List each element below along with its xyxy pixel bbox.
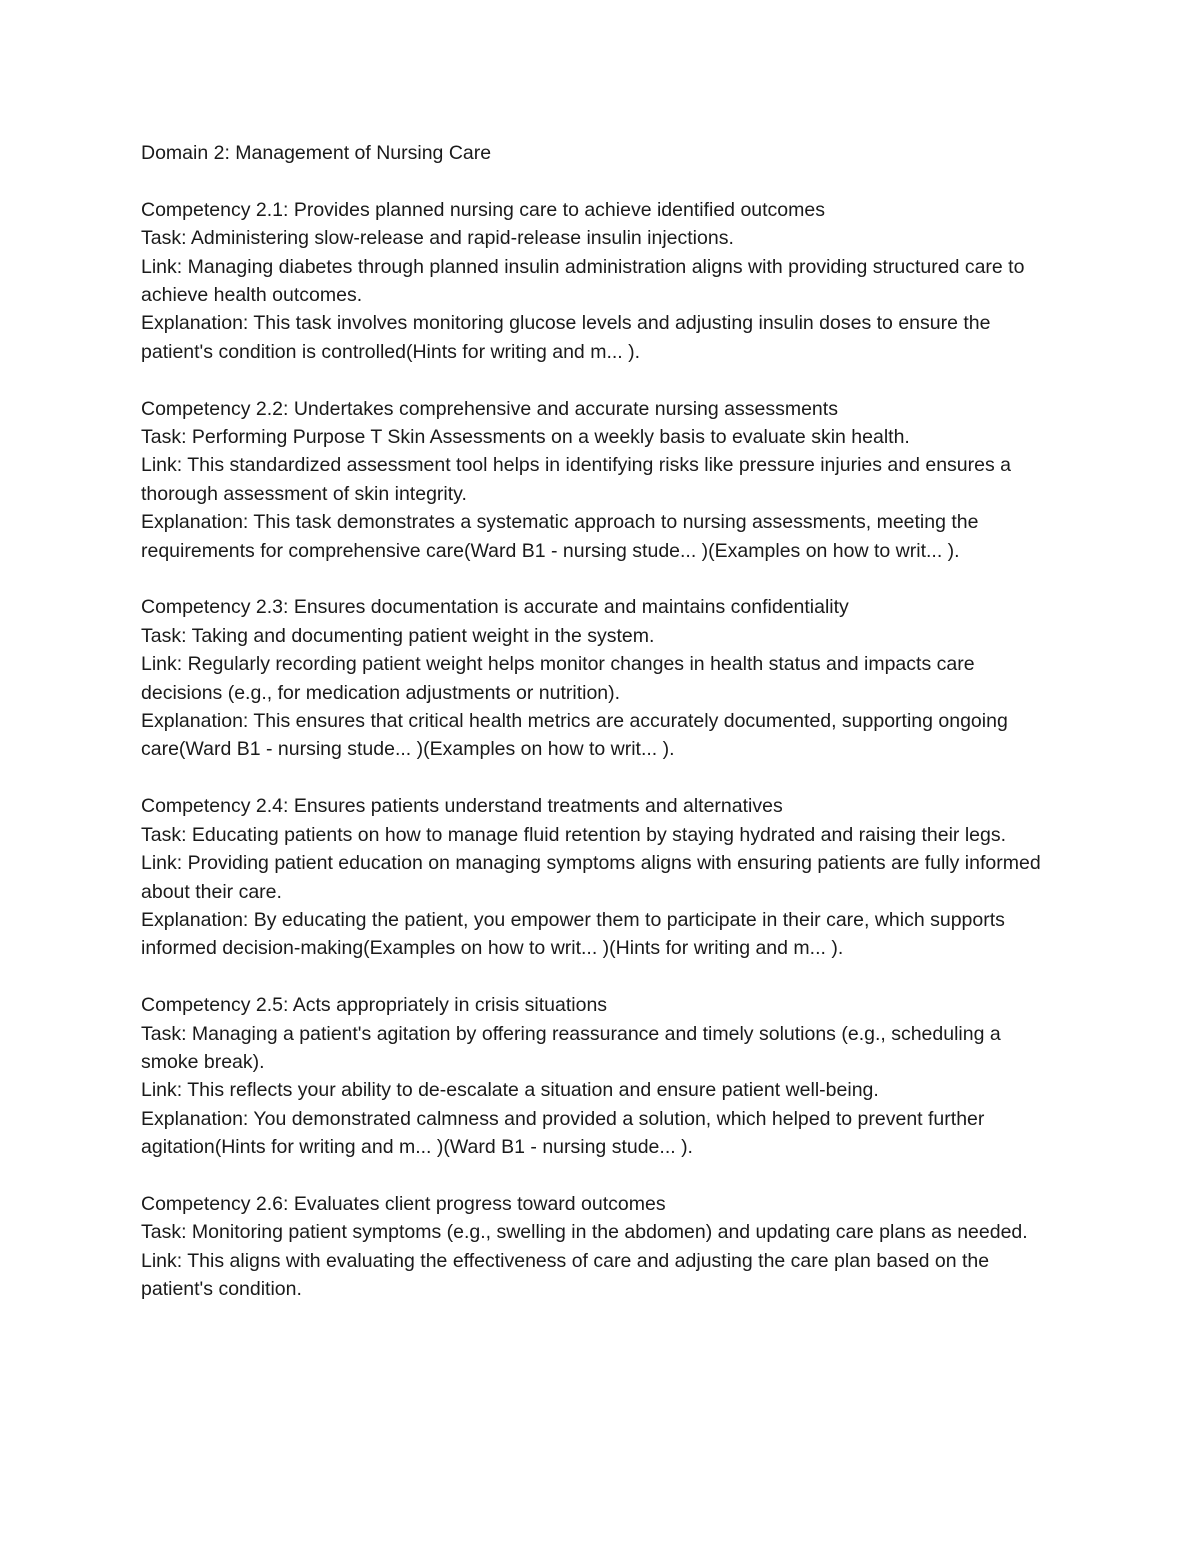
- competency-2-5: [141, 991, 1061, 1161]
- link-text: Link: This standardized assessment tool helps in identifying risks like pressure injuries and ensures a thorough assessment of skin integrity.: [141, 454, 1011, 505]
- competency-heading: Competency 2.5: Acts appropriately in crisis situations: [141, 994, 608, 1017]
- competency-heading: Competency 2.1: Provides planned nursing care to achieve identified outcomes: [141, 198, 825, 221]
- competency-heading: Competency 2.3: Ensures documentation is accurate and maintains confidentiality: [141, 596, 849, 619]
- task-text: Task: Administering slow-release and rapid-release insulin injections.: [141, 227, 734, 250]
- spacer: [141, 167, 1061, 195]
- competency-2-4: [141, 792, 1061, 962]
- spacer: [141, 366, 1061, 394]
- competency-heading: Competency 2.2: Undertakes comprehensive and accurate nursing assessments: [141, 397, 838, 420]
- task-text: Task: Taking and documenting patient weight in the system.: [141, 624, 655, 647]
- link-text: Link: Providing patient education on managing symptoms aligns with ensuring patients are fully informed about their care.: [141, 852, 1041, 903]
- competency-heading: Competency 2.4: Ensures patients understand treatments and alternatives: [141, 795, 783, 818]
- competency-2-6: [141, 1190, 1061, 1304]
- explanation-text: Explanation: You demonstrated calmness and provided a solution, which helped to prevent further agitation(Hints for writing and m... )(Ward B1 - nursing stude... ).: [141, 1107, 985, 1159]
- competency-2-3: [141, 593, 1061, 763]
- competency-heading: Competency 2.6: Evaluates client progress toward outcomes: [141, 1192, 666, 1215]
- link-text: Link: This aligns with evaluating the effectiveness of care and adjusting the care plan based on the patient's condition.: [141, 1249, 990, 1301]
- competency-2-1: [141, 196, 1061, 366]
- explanation-text: Explanation: This task involves monitoring glucose levels and adjusting insulin doses to ensure the patient's condition is controlled(Hints for writing and m... ).: [141, 312, 991, 363]
- explanation-text: Explanation: By educating the patient, you empower them to participate in their care, which supports informed decision-making(Examples on how to writ... )(Hints for writing and m... ).: [141, 908, 1005, 960]
- task-text: Task: Managing a patient's agitation by offering reassurance and timely solutions (e.g., scheduling a smoke break).: [141, 1022, 1001, 1073]
- document-body: [141, 139, 1061, 1304]
- competency-2-2: [141, 395, 1061, 565]
- link-text: Link: Managing diabetes through planned insulin administration aligns with providing structured care to achieve health outcomes.: [141, 255, 1025, 307]
- link-text: Link: Regularly recording patient weight helps monitor changes in health status and impacts care decisions (e.g., for medication adjustments or nutrition).: [141, 653, 975, 704]
- domain-title: Domain 2: Management of Nursing Care: [141, 142, 492, 164]
- spacer: [141, 565, 1061, 593]
- link-text: Link: This reflects your ability to de-escalate a situation and ensure patient well-being.: [141, 1079, 879, 1102]
- task-text: Task: Monitoring patient symptoms (e.g., swelling in the abdomen) and updating care plans as needed.: [141, 1221, 1028, 1244]
- spacer: [141, 764, 1061, 792]
- spacer: [141, 963, 1061, 991]
- task-text: Task: Educating patients on how to manage fluid retention by staying hydrated and raising their legs.: [141, 823, 1007, 846]
- spacer: [141, 1162, 1061, 1190]
- explanation-text: Explanation: This ensures that critical health metrics are accurately documented, supporting ongoing care(Ward B1 - nursing stude... )(Examples on how to writ... ).: [141, 710, 1008, 761]
- task-text: Task: Performing Purpose T Skin Assessments on a weekly basis to evaluate skin health.: [141, 426, 910, 449]
- explanation-text: Explanation: This task demonstrates a systematic approach to nursing assessments, meeting the requirements for comprehensive care(Ward B1 - nursing stude... )(Examples on how to writ... ).: [141, 511, 979, 562]
